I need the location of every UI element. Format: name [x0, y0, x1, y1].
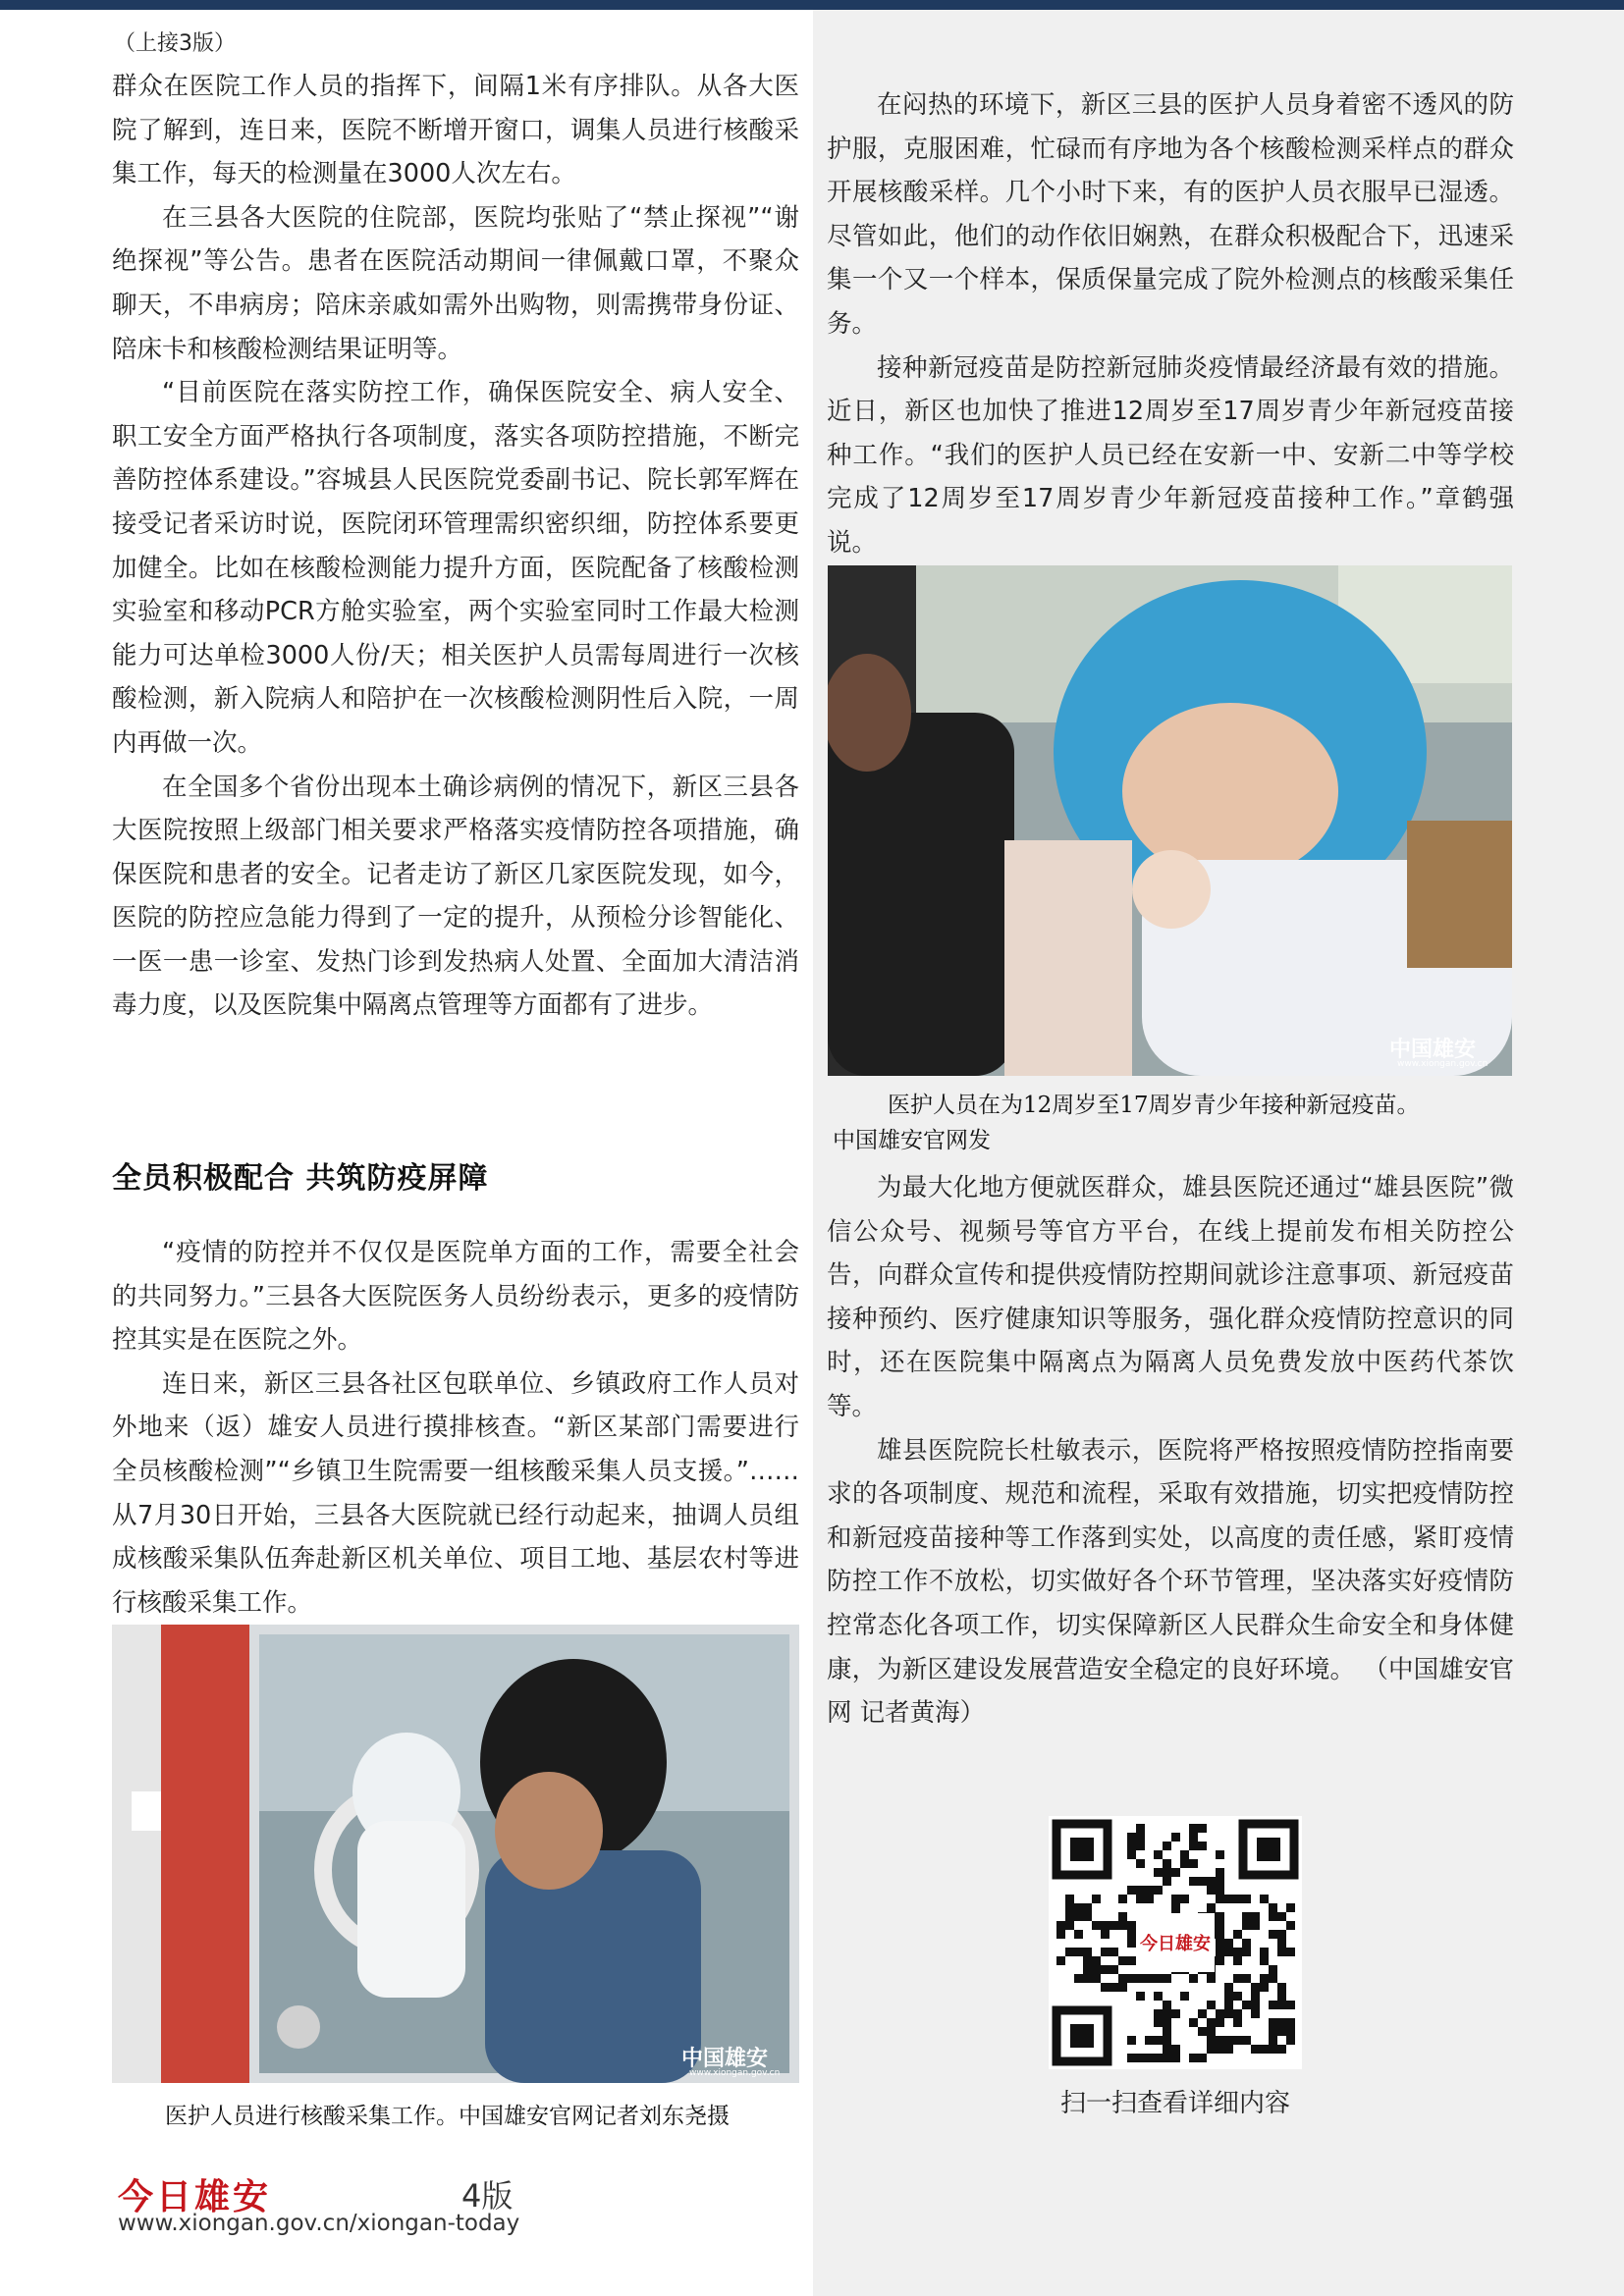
paragraph: 群众在医院工作人员的指挥下，间隔1米有序排队。从各大医院了解到，连日来，医院不断增开窗口，调集人员进行核酸采集工作，每天的检测量在3000人次左右。	[112, 72, 799, 189]
paragraph: “目前医院在落实防控工作，确保医院安全、病人安全、职工安全方面严格执行各项制度，落实各项防控措施，不断完善防控体系建设。”容城县人民医院党委副书记、院长郭军辉在接受记者采访时说，医院闭环管理需织密织细，防控体系要更加健全。比如在核酸检测能力提升方面，医院配备了核酸检测实验室和移动PCR方舱实验室，两个实验室同时工作最大检测能力可达单检3000人份/天；相关医护人员需每周进行一次核酸检测，新入院病人和陪护在一次核酸检测阴性后入院，一周内再做一次。	[112, 378, 799, 758]
paragraph: 在闷热的环境下，新区三县的医护人员身着密不透风的防护服，克服困难，忙碌而有序地为各个核酸检测采样点的群众开展核酸采样。几个小时下来，有的医护人员衣服早已湿透。尽管如此，他们的动作依旧娴熟，在群众积极配合下，迅速采集一个又一个样本，保质保量完成了院外检测点的核酸采集任务。	[827, 90, 1514, 339]
page-number: 4版	[461, 2177, 514, 2215]
footer-url[interactable]: www.xiongan.gov.cn/xiongan-today	[118, 2211, 520, 2236]
left-column	[112, 29, 799, 1028]
paragraph: 为最大化地方便就医群众，雄县医院还通过“雄县医院”微信公众号、视频号等官方平台，在线上提前发布相关防控公告，向群众宣传和提供疫情防控期间就诊注意事项、新冠疫苗接种预约、医疗健康知识等服务，强化群众疫情防控意识的同时，还在医院集中隔离点为隔离人员免费发放中医药代茶饮等。	[827, 1173, 1514, 1421]
photo-nucleic-acid-sampling	[112, 1625, 799, 2083]
photo-illustration	[112, 1625, 799, 2083]
paragraph: 在三县各大医院的住院部，医院均张贴了“禁止探视”“谢绝探视”等公告。患者在医院活动期间一律佩戴口罩，不聚众聊天，不串病房；陪床亲戚如需外出购物，则需携带身份证、陪床卡和核酸检测结果证明等。	[112, 202, 799, 364]
qr-center-logo: 今日雄安	[1140, 1934, 1211, 1954]
qr-code[interactable]	[1049, 1816, 1302, 2069]
photo-illustration	[828, 565, 1512, 1076]
section-subheading: 全员积极配合 共筑防疫屏障	[112, 1161, 489, 1196]
right-column-lower	[827, 1166, 1514, 1735]
paragraph: 雄县医院院长杜敏表示，医院将严格按照疫情防控指南要求的各项制度、规范和流程，采取有效措施，切实把疫情防控和新冠疫苗接种等工作落到实处，以高度的责任感，紧盯疫情防控工作不放松，切实做好各个环节管理，坚决落实好疫情防控常态化各项工作，切实保障新区人民群众生命安全和身体健康，为新区建设发展营造安全稳定的良好环境。 （中国雄安官网 记者黄海）	[827, 1435, 1514, 1729]
watermark-url: www.xiongan.gov.cn	[689, 2068, 781, 2078]
top-bar	[0, 0, 1624, 10]
photo-vaccination	[828, 565, 1512, 1076]
right-column	[827, 83, 1514, 565]
paragraph: 在全国多个省份出现本土确诊病例的情况下，新区三县各大医院按照上级部门相关要求严格落实疫情防控各项措施，确保医院和患者的安全。记者走访了新区几家医院发现，如今，医院的防控应急能力得到了一定的提升，从预检分诊智能化、一医一患一诊室、发热门诊到发热病人处置、全面加大清洁消毒力度，以及医院集中隔离点管理等方面都有了进步。	[112, 772, 799, 1021]
watermark-url: www.xiongan.gov.cn	[1397, 1059, 1489, 1069]
watermark: 中国雄安	[1389, 1037, 1477, 1062]
paragraph: 连日来，新区三县各社区包联单位、乡镇政府工作人员对外地来（返）雄安人员进行摸排核查。“新区某部门需要进行全员核酸检测”“乡镇卫生院需要一组核酸采集人员支援。”……从7月30日开始，三县各大医院就已经行动起来，抽调人员组成核酸采集队伍奔赴新区机关单位、项目工地、基层农村等进行核酸采集工作。	[112, 1368, 799, 1618]
photo-caption-left: 医护人员进行核酸采集工作。中国雄安官网记者刘东尧摄	[165, 2104, 730, 2129]
footer-logo: 今日雄安	[118, 2176, 272, 2217]
left-column-lower	[112, 1231, 799, 1625]
watermark: 中国雄安	[681, 2046, 769, 2071]
qr-caption: 扫一扫查看详细内容	[1059, 2089, 1290, 2118]
continuation-note: （上接3版）	[114, 31, 236, 56]
photo-caption-right: 医护人员在为12周岁至17周岁青少年接种新冠疫苗。	[888, 1093, 1420, 1118]
paragraph: “疫情的防控并不仅仅是医院单方面的工作，需要全社会的共同努力。”三县各大医院医务人员纷纷表示，更多的疫情防控其实是在医院之外。	[112, 1238, 799, 1356]
paragraph: 接种新冠疫苗是防控新冠肺炎疫情最经济最有效的措施。近日，新区也加快了推进12周岁至17周岁青少年新冠疫苗接种工作。“我们的医护人员已经在安新一中、安新二中等学校完成了12周岁至17周岁青少年新冠疫苗接种工作。”章鹤强说。	[827, 352, 1514, 558]
photo-credit-right: 中国雄安官网发	[833, 1128, 991, 1153]
